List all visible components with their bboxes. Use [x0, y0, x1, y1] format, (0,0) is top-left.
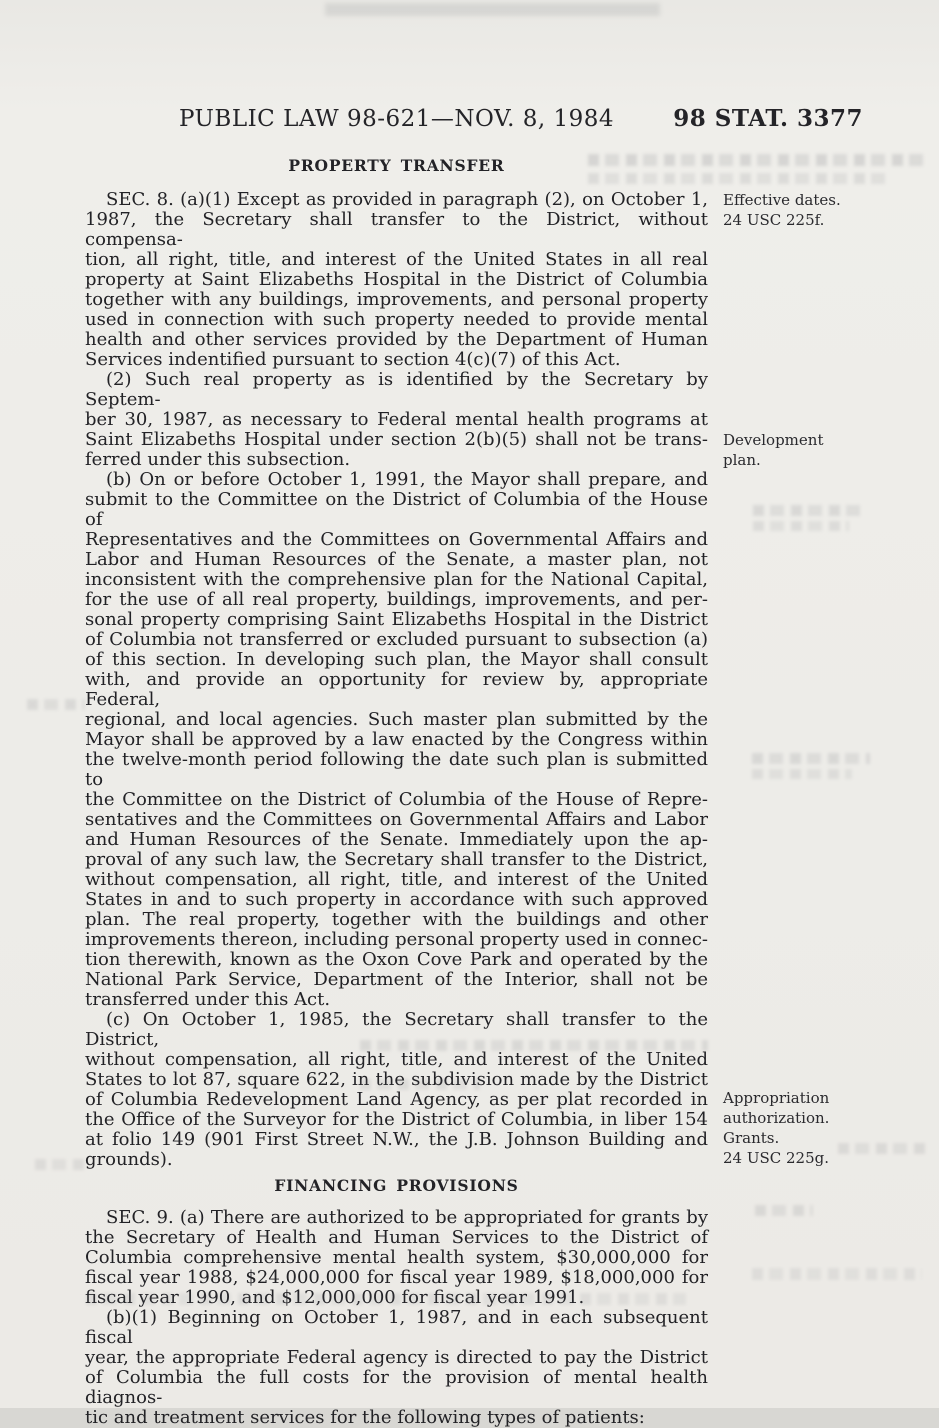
bleed-through-smudge: [838, 1143, 926, 1154]
text-line: sonal property comprising Saint Elizabeths Hospital in the District: [85, 609, 708, 630]
bleed-through-smudge: [752, 769, 852, 779]
text-line: Representatives and the Committees on Governmental Affairs and: [85, 529, 708, 550]
bleed-through-smudge: [752, 1268, 922, 1280]
paragraph: [85, 190, 708, 370]
text-line: (b)(1) Beginning on October 1, 1987, and in each subsequent fiscal: [85, 1307, 708, 1348]
text-line: Labor and Human Resources of the Senate, a master plan, not: [85, 549, 708, 570]
text-line: the Secretary of Health and Human Services to the District of: [85, 1227, 708, 1248]
scan-smudge: [325, 3, 660, 16]
margin-note: [723, 1088, 928, 1168]
bleed-through-smudge: [752, 753, 870, 764]
text-line: Saint Elizabeths Hospital under section 2(b)(5) shall not be trans-: [85, 429, 708, 450]
text-line: submit to the Committee on the District of Columbia of the House of: [85, 489, 708, 530]
text-line: fiscal year 1990, and $12,000,000 for fiscal year 1991.: [85, 1287, 585, 1308]
text-line: for the use of all real property, buildings, improvements, and per-: [85, 589, 708, 610]
text-line: SEC. 8. (a)(1) Except as provided in paragraph (2), on October 1,: [106, 189, 708, 210]
text-line: ber 30, 1987, as necessary to Federal mental health programs at: [85, 409, 708, 430]
text-line: transferred under this Act.: [85, 989, 331, 1010]
text-line: property at Saint Elizabeths Hospital in the District of Columbia: [85, 269, 708, 290]
paragraph: [85, 1010, 708, 1170]
section-heading: PROPERTY TRANSFER: [288, 156, 505, 175]
bleed-through-smudge: [753, 521, 849, 531]
paragraph: [85, 370, 708, 470]
page-title: PUBLIC LAW 98-621—NOV. 8, 1984: [178, 106, 615, 132]
margin-note-line: Grants.: [723, 1129, 780, 1147]
text-line: inconsistent with the comprehensive plan for the National Capital,: [85, 569, 708, 590]
text-line: of this section. In developing such plan, the Mayor shall consult: [85, 649, 708, 670]
text-line: the twelve-month period following the date such plan is submitted to: [85, 749, 708, 790]
text-line: tion, all right, title, and interest of the United States in all real: [85, 249, 708, 270]
text-line: tion therewith, known as the Oxon Cove Park and operated by the: [85, 949, 708, 970]
text-line: (c) On October 1, 1985, the Secretary shall transfer to the District,: [85, 1009, 708, 1050]
stat-page-number: 98 STAT. 3377: [673, 105, 863, 132]
text-line: without compensation, all right, title, and interest of the United: [85, 1049, 708, 1070]
margin-note-line: Effective dates.: [723, 191, 841, 209]
text-line: States to lot 87, square 622, in the subdivision made by the District: [85, 1069, 708, 1090]
text-line: and Human Resources of the Senate. Immediately upon the ap-: [85, 829, 708, 850]
margin-note-line: Development: [723, 431, 824, 449]
text-line: year, the appropriate Federal agency is directed to pay the District: [85, 1347, 708, 1368]
paragraph: [85, 1308, 708, 1428]
text-line: grounds).: [85, 1149, 173, 1170]
text-line: ferred under this subsection.: [85, 449, 351, 470]
bleed-through-smudge: [753, 505, 865, 516]
text-line: health and other services provided by the Department of Human: [85, 329, 708, 350]
text-line: sentatives and the Committees on Governmental Affairs and Labor: [85, 809, 708, 830]
bleed-through-smudge: [755, 1205, 813, 1216]
text-line: together with any buildings, improvements, and personal property: [85, 289, 708, 310]
text-line: the Office of the Surveyor for the District of Columbia, in liber 154: [85, 1109, 708, 1130]
bleed-through-smudge: [27, 699, 85, 710]
margin-note: [723, 190, 928, 230]
text-line: States in and to such property in accordance with such approved: [85, 889, 708, 910]
text-line: plan. The real property, together with the buildings and other: [85, 909, 708, 930]
section-heading: FINANCING PROVISIONS: [274, 1176, 519, 1195]
text-line: the Committee on the District of Columbia of the House of Repre-: [85, 789, 708, 810]
text-line: without compensation, all right, title, and interest of the United: [85, 869, 708, 890]
text-line: of Columbia the full costs for the provision of mental health diagnos-: [85, 1367, 708, 1408]
margin-note-line: 24 USC 225g.: [723, 1149, 830, 1167]
text-line: of Columbia not transferred or excluded pursuant to subsection (a): [85, 629, 708, 650]
text-line: improvements thereon, including personal property used in connec-: [85, 929, 708, 950]
bleed-through-smudge: [35, 1159, 85, 1170]
text-line: at folio 149 (901 First Street N.W., the J.B. Johnson Building and: [85, 1129, 708, 1150]
margin-note-line: plan.: [723, 451, 761, 469]
text-line: of Columbia Redevelopment Land Agency, as per plat recorded in: [85, 1089, 708, 1110]
text-line: used in connection with such property needed to provide mental: [85, 309, 708, 330]
text-line: (b) On or before October 1, 1991, the Mayor shall prepare, and: [106, 469, 708, 490]
margin-note-line: 24 USC 225f.: [723, 211, 825, 229]
text-line: Services indentified pursuant to section 4(c)(7) of this Act.: [85, 349, 621, 370]
running-header: [0, 103, 939, 135]
text-line: regional, and local agencies. Such master plan submitted by the: [85, 709, 708, 730]
body-column: [85, 156, 708, 1428]
text-line: proval of any such law, the Secretary shall transfer to the District,: [85, 849, 708, 870]
paragraph: [85, 470, 708, 1010]
text-line: National Park Service, Department of the Interior, shall not be: [85, 969, 708, 990]
margin-note: [723, 430, 928, 470]
text-line: SEC. 9. (a) There are authorized to be appropriated for grants by: [106, 1207, 708, 1228]
text-line: fiscal year 1988, $24,000,000 for fiscal year 1989, $18,000,000 for: [85, 1267, 708, 1288]
text-line: (2) Such real property as is identified by the Secretary by Septem-: [85, 369, 708, 410]
text-line: 1987, the Secretary shall transfer to the District, without compensa-: [85, 209, 708, 250]
text-line: Columbia comprehensive mental health system, $30,000,000 for: [85, 1247, 708, 1268]
margin-note-line: Appropriation: [723, 1089, 830, 1107]
margin-note-line: authorization.: [723, 1109, 830, 1127]
text-line: with, and provide an opportunity for review by, appropriate Federal,: [85, 669, 708, 710]
text-line: tic and treatment services for the following types of patients:: [85, 1407, 645, 1428]
paragraph: [85, 1208, 708, 1308]
text-line: Mayor shall be approved by a law enacted by the Congress within: [85, 729, 708, 750]
